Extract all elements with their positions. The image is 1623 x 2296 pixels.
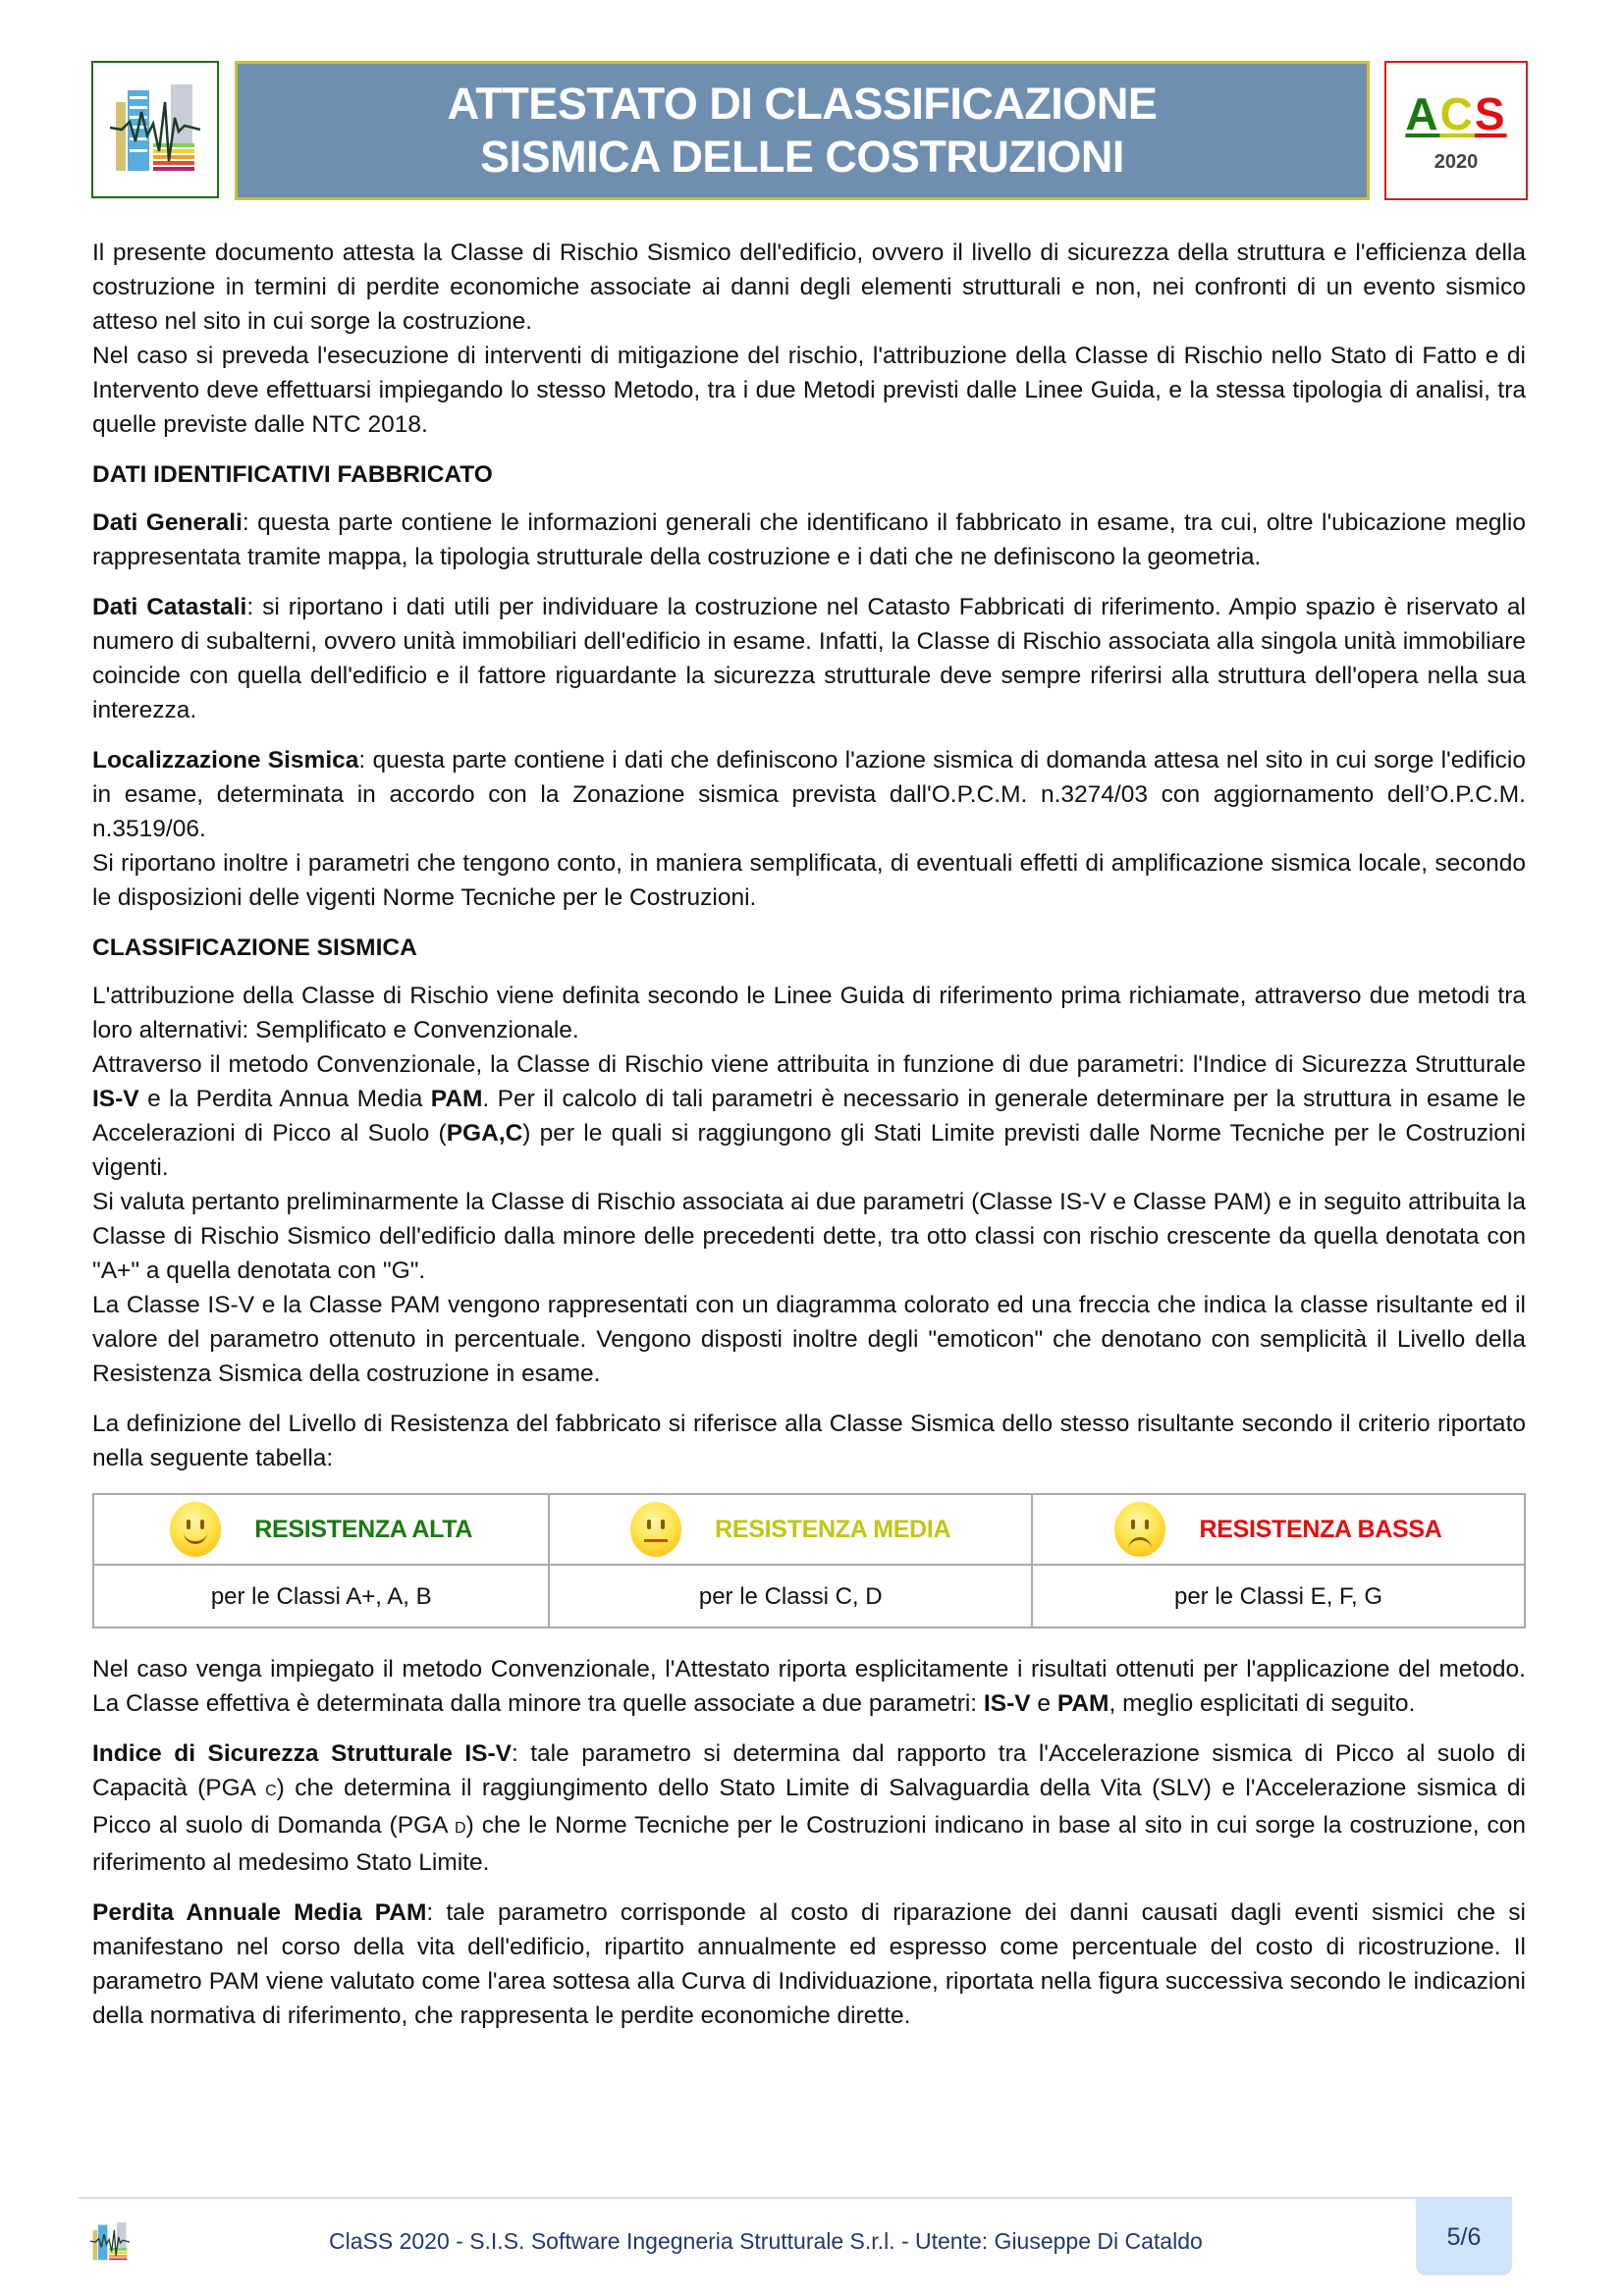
acs-letter-a: A bbox=[1405, 87, 1440, 139]
section-heading-classificazione: CLASSIFICAZIONE SISMICA bbox=[92, 934, 417, 961]
text-run: , meglio esplicitati di seguito. bbox=[1109, 1690, 1416, 1717]
acs-letters bbox=[1405, 88, 1506, 139]
footer-credits: ClaSS 2020 - S.I.S. Software Ingegneria Strutturale S.r.l. - Utente: Giuseppe Di Cataldo bbox=[329, 2228, 1203, 2254]
neutral-face-icon bbox=[630, 1502, 681, 1557]
page-footer bbox=[79, 2197, 1512, 2268]
document-title bbox=[235, 61, 1370, 200]
acs-letter-c: C bbox=[1439, 87, 1475, 139]
localizzazione-paragraph-2: Si riportano inoltre i parametri che tengono conto, in maniera semplificata, di eventuali effetti di amplificazione sismica locale, secondo le disposizioni delle vigenti Norme Tecniche per le Costruzioni. bbox=[92, 850, 1526, 911]
text-run: : tale parametro corrisponde al costo di riparazione dei danni causati dagli eventi sismici che si manifestano nel corso della vita dell'edificio, ripartito annualmente ed espresso come percentuale del costo di ricostruzione. Il parametro PAM viene valutato come l'area sottesa alla Curva di Individuazione, riportata nella figura successiva secondo le indicazioni della normativa di riferimento, che rappresenta le perdite economiche dirette. bbox=[92, 1899, 1526, 2029]
title-line-2: SISMICA DELLE COSTRUZIONI bbox=[480, 132, 1124, 182]
classificazione-paragraph-4: La Classe IS-V e la Classe PAM vengono rappresentati con un diagramma colorato ed una freccia che indica la classe risultante ed il valore del parametro ottenuto in percentuale. Vengono disposti inoltre degli "emoticon" che denotano con semplicità il Livello della Resistenza Sismica della costruzione in esame. bbox=[92, 1292, 1526, 1387]
title-line-1: ATTESTATO DI CLASSIFICAZIONE bbox=[447, 79, 1158, 129]
intro-paragraph-2: Nel caso si preveda l'esecuzione di interventi di mitigazione del rischio, l'attribuzione della Classe di Rischio nello Stato di Fatto e di Intervento deve effettuarsi impiegando lo stesso Metodo, tra i due Metodi previsti dalle Linee Guida, e la stessa tipologia di analisi, tra quelle previste dalle NTC 2018. bbox=[92, 343, 1526, 438]
page-number: 5/6 bbox=[1416, 2199, 1512, 2275]
document-header bbox=[91, 61, 1528, 202]
subscript-c: C bbox=[265, 1783, 277, 1799]
dati-generali-text: : questa parte contiene le informazioni generali che identificano il fabbricato in esame, tra cui, oltre l'ubicazione meglio rappresentata tramite mappa, la tipologia strutturale della costruzione e i dati che ne definiscono la geometria. bbox=[92, 509, 1526, 570]
resistance-cell-low bbox=[1032, 1494, 1525, 1565]
seismic-building-logo-icon bbox=[90, 2216, 130, 2268]
resistance-classes-row bbox=[93, 1565, 1525, 1628]
localizzazione-label: Localizzazione Sismica bbox=[92, 747, 359, 774]
pam-label: Perdita Annuale Media PAM bbox=[92, 1899, 427, 1926]
dati-generali-label: Dati Generali bbox=[92, 509, 243, 536]
resistance-level-row bbox=[93, 1494, 1525, 1565]
classes-low: per le Classi E, F, G bbox=[1032, 1565, 1525, 1628]
resistance-label-medium: RESISTENZA MEDIA bbox=[715, 1515, 951, 1543]
acs-year: 2020 bbox=[1434, 150, 1479, 173]
localizzazione-text: : questa parte contiene i dati che definiscono l'azione sismica di domanda attesa nel sito in cui sorge l'edificio in esame, determinata in accordo con la Zonazione sismica prevista dall'O.P.C.M. n.3274/03 con aggiornamento dell’O.P.C.M. n.3519/06. bbox=[92, 747, 1526, 842]
pam-term: PAM bbox=[1056, 1690, 1109, 1717]
text-run: . Per il calcolo di tali parametri è necessario in generale determinare per la struttura in esame le Accelerazioni di Picco al Suolo ( bbox=[92, 1086, 1526, 1147]
seismic-building-logo-icon bbox=[110, 82, 200, 177]
text-run: e la Perdita Annua Media bbox=[138, 1086, 431, 1112]
acs-badge bbox=[1384, 61, 1528, 200]
classificazione-paragraph-1: L'attribuzione della Classe di Rischio viene definita secondo le Linee Guida di riferimento prima richiamate, attraverso due metodi tra loro alternativi: Semplificato e Convenzionale. bbox=[92, 983, 1526, 1043]
app-logo bbox=[91, 61, 219, 198]
text-run: ) per le quali si raggiungono gli Stati Limite previsti dalle Norme Tecniche per le Costruzioni vigenti. bbox=[92, 1120, 1526, 1181]
resistance-cell-medium bbox=[549, 1494, 1032, 1565]
sad-face-icon bbox=[1114, 1502, 1165, 1557]
classificazione-paragraph-2 bbox=[92, 1047, 1526, 1185]
convenzionale-paragraph bbox=[92, 1652, 1526, 1721]
dati-catastali-paragraph bbox=[92, 590, 1526, 727]
pam-paragraph bbox=[92, 1896, 1526, 2033]
classes-high: per le Classi A+, A, B bbox=[93, 1565, 549, 1628]
text-run: : tale parametro si determina dal rapporto tra l'Accelerazione sismica di Picco al suolo di Capacità (PGA bbox=[92, 1740, 1526, 1801]
text-run: Attraverso il metodo Convenzionale, la Classe di Rischio viene attribuita in funzione di due parametri: l'Indice di Sicurezza Strutturale bbox=[92, 1051, 1526, 1078]
acs-letter-s: S bbox=[1474, 87, 1507, 139]
pga-term: PGA,C bbox=[446, 1120, 523, 1147]
document-body bbox=[92, 236, 1526, 2049]
dati-catastali-label: Dati Catastali bbox=[92, 594, 247, 620]
pam-term: PAM bbox=[430, 1086, 483, 1112]
resistance-label-high: RESISTENZA ALTA bbox=[254, 1515, 473, 1543]
section-heading-dati: DATI IDENTIFICATIVI FABBRICATO bbox=[92, 461, 493, 488]
isv-term: IS-V bbox=[983, 1690, 1031, 1717]
resistance-cell-high bbox=[93, 1494, 549, 1565]
isv-term: IS-V bbox=[92, 1086, 139, 1112]
text-run: Nel caso venga impiegato il metodo Convenzionale, l'Attestato riporta esplicitamente i risultati ottenuti per l'applicazione del metodo. La Classe effettiva è determinata dalla minore tra quelle associate a due parametri: bbox=[92, 1656, 1526, 1717]
subscript-d: D bbox=[455, 1820, 466, 1837]
dati-generali-paragraph bbox=[92, 506, 1526, 574]
happy-face-icon bbox=[170, 1502, 221, 1557]
isv-label: Indice di Sicurezza Strutturale IS-V bbox=[92, 1740, 512, 1767]
resistance-label-low: RESISTENZA BASSA bbox=[1199, 1515, 1442, 1543]
localizzazione-paragraph bbox=[92, 743, 1526, 846]
classificazione-paragraph-5: La definizione del Livello di Resistenza del fabbricato si riferisce alla Classe Sismica dello stesso risultante secondo il criterio riportato nella seguente tabella: bbox=[92, 1411, 1526, 1471]
text-run: ) che determina il raggiungimento dello Stato Limite di Salvaguardia della Vita (SLV) e l'Accelerazione sismica di Picco al suolo di Domanda (PGA bbox=[92, 1775, 1526, 1839]
intro-paragraph-1: Il presente documento attesta la Classe di Rischio Sismico dell'edificio, ovvero il livello di sicurezza della struttura e l'efficienza della costruzione in termini di perdite economiche associate ai danni degli elementi strutturali e non, nei confronti di un evento sismico atteso nel sito in cui sorge la costruzione. bbox=[92, 240, 1526, 335]
isv-paragraph bbox=[92, 1736, 1526, 1880]
text-run: ) che le Norme Tecniche per le Costruzioni indicano in base al sito in cui sorge la costruzione, con riferimento al medesimo Stato Limite. bbox=[92, 1812, 1526, 1876]
classificazione-paragraph-3: Si valuta pertanto preliminarmente la Classe di Rischio associata ai due parametri (Classe IS-V e Classe PAM) e in seguito attribuita la Classe di Rischio Sismico dell'edificio dalla minore delle precedenti dette, tra otto classi con rischio crescente da quella denotata con "A+" a quella denotata con "G". bbox=[92, 1189, 1526, 1284]
classes-medium: per le Classi C, D bbox=[549, 1565, 1032, 1628]
dati-catastali-text: : si riportano i dati utili per individuare la costruzione nel Catasto Fabbricati di riferimento. Ampio spazio è riservato al numero di subalterni, ovvero unità immobiliari dell'edificio in esame. Infatti, la Classe di Rischio associata alla singola unità immobiliare coincide con quella dell'edificio e il fattore riguardante la sicurezza strutturale deve sempre riferirsi alla struttura dell'opera nella sua interezza. bbox=[92, 594, 1526, 723]
text-run: e bbox=[1030, 1690, 1057, 1717]
resistance-table bbox=[92, 1493, 1526, 1629]
